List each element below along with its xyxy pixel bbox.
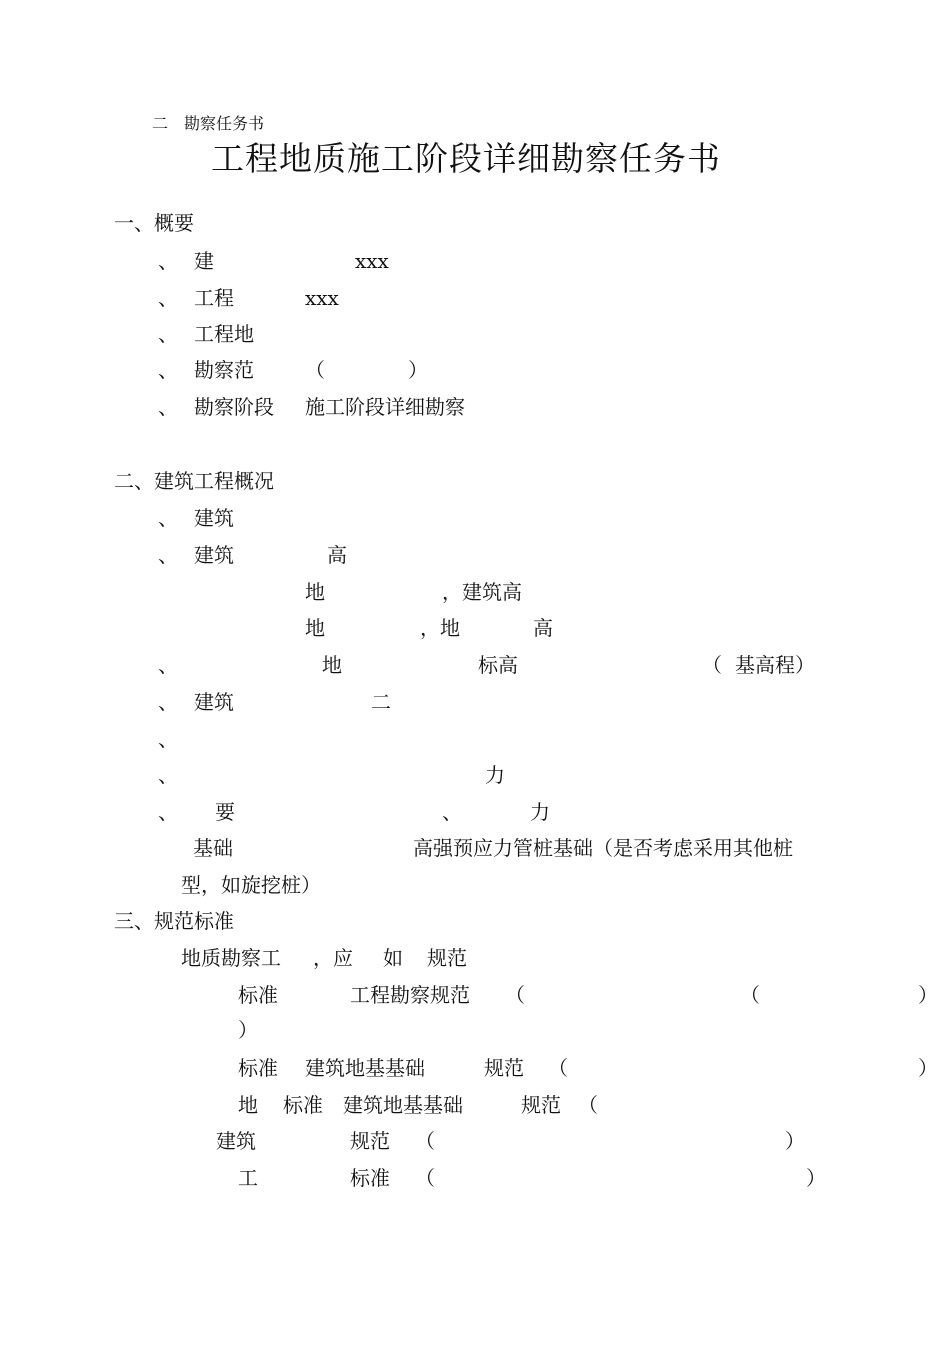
standard-name: 标准 — [350, 1166, 390, 1190]
text-fragment: 高 — [327, 543, 347, 567]
field-label: 勘察阶段 — [194, 395, 274, 419]
paren-open: （ — [415, 1129, 435, 1153]
text-fragment: 高 — [533, 616, 553, 640]
standard-name: 规范 — [484, 1056, 524, 1080]
text-fragment: 力 — [485, 763, 505, 787]
document-title: 工程地质施工阶段详细勘察任务书 — [211, 139, 721, 178]
paren-close: ） — [806, 1166, 826, 1190]
text-fragment: ，建筑高 — [442, 580, 522, 604]
text-fragment: 、 — [442, 800, 462, 824]
text-fragment: ，应 — [313, 946, 353, 970]
paren-open: （ — [578, 1093, 598, 1117]
standard-name: 工程勘察规范 — [350, 983, 470, 1007]
standard-label: 地 — [238, 1093, 258, 1117]
standard-label: 标准 — [238, 983, 278, 1007]
field-value: 高强预应力管桩基础（是否考虑采用其他桩 — [413, 836, 793, 860]
field-label: 工程 — [194, 286, 234, 310]
list-mark: 、 — [158, 395, 178, 419]
list-mark: 、 — [158, 286, 178, 310]
text-fragment: 基高程） — [735, 653, 815, 677]
list-mark: 、 — [158, 322, 178, 346]
text-fragment: 地质勘察工 — [181, 946, 281, 970]
standard-label: 工 — [238, 1166, 258, 1190]
field-label: 基础 — [193, 836, 233, 860]
text-fragment: 规范 — [427, 946, 467, 970]
field-label: 建 — [194, 249, 214, 273]
text-fragment: 地 — [305, 580, 325, 604]
text-fragment: 力 — [530, 800, 550, 824]
standard-name: 规范 — [521, 1093, 561, 1117]
field-label: 要 — [215, 800, 235, 824]
paren-open: （ — [505, 983, 525, 1007]
list-mark: 、 — [158, 506, 178, 530]
standard-label: 建筑 — [216, 1129, 256, 1153]
text-fragment: 如 — [383, 946, 403, 970]
text-fragment: ，地 — [420, 616, 460, 640]
standard-label: 标准 — [238, 1056, 278, 1080]
field-label: 建筑 — [194, 543, 234, 567]
paren-open: （ — [548, 1056, 568, 1080]
section-heading-overview: 一、概要 — [114, 211, 194, 235]
list-mark: 、 — [158, 690, 178, 714]
paren-close: ） — [238, 1018, 258, 1042]
paren-close: ） — [918, 1056, 938, 1080]
standard-name: 规范 — [350, 1129, 390, 1153]
text-fragment: 标高 — [478, 653, 518, 677]
field-value: 施工阶段详细勘察 — [305, 395, 465, 419]
list-mark: 、 — [158, 249, 178, 273]
field-value: xxx — [305, 286, 339, 310]
section-heading-standards: 三、规范标准 — [114, 909, 234, 933]
standard-label: 标准 — [283, 1093, 323, 1117]
text-fragment: 地 — [322, 653, 342, 677]
paren-open: （ — [740, 983, 760, 1007]
text-fragment: 二 — [371, 690, 391, 714]
standard-name: 建筑地基基础 — [343, 1093, 463, 1117]
section-label: 二 勘察任务书 — [152, 114, 265, 133]
section-heading-building: 二、建筑工程概况 — [114, 469, 274, 493]
list-mark: 、 — [158, 543, 178, 567]
list-mark: 、 — [158, 763, 178, 787]
list-mark: 、 — [158, 653, 178, 677]
field-value: xxx — [355, 249, 389, 273]
paren-open: （ — [702, 653, 722, 677]
paren-open: （ — [415, 1166, 435, 1190]
paren-close: ） — [408, 358, 428, 382]
standard-name: 建筑地基基础 — [305, 1056, 425, 1080]
list-mark: 、 — [158, 800, 178, 824]
list-mark: 、 — [158, 727, 178, 751]
field-value-continued: 型，如旋挖桩） — [181, 873, 321, 897]
text-fragment: 地 — [305, 616, 325, 640]
field-label: 建筑 — [194, 690, 234, 714]
paren-close: ） — [785, 1129, 805, 1153]
paren-close: ） — [918, 983, 938, 1007]
field-label: 建筑 — [194, 506, 234, 530]
field-label: 工程地 — [194, 322, 254, 346]
list-mark: 、 — [158, 358, 178, 382]
field-label: 勘察范 — [194, 358, 254, 382]
paren-open: （ — [305, 358, 325, 382]
